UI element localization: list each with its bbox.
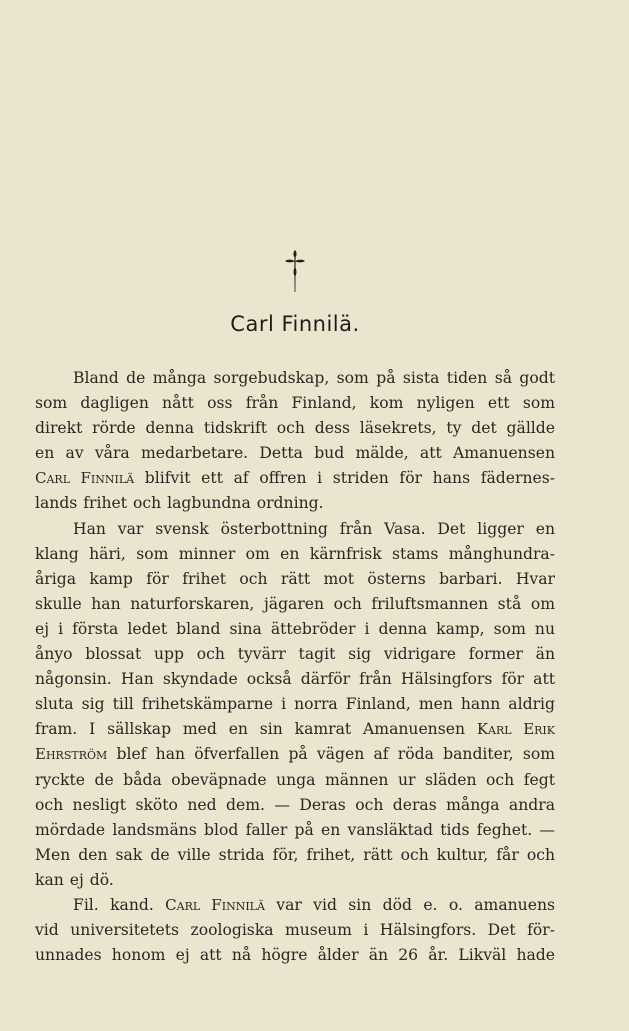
text-line (35, 868, 555, 893)
page-title: Carl Finnilä. (230, 312, 360, 336)
text-segment: ej i första ledet bland sina ättebröder i denna kamp, som nu (35, 619, 555, 638)
text-segment: ånyo blossat upp och tyvärr tagit sig vidrigare former än (35, 645, 555, 664)
text-segment: Men den sak de ville strida för, frihet, rätt och kultur, får och (35, 845, 555, 864)
body-text (35, 366, 555, 968)
text-segment: lands frihet och lagbundna ordning. (35, 494, 324, 513)
text-line (35, 366, 555, 391)
text-segment: unnades honom ej att nå högre ålder än 26 år. Likväl hade (35, 946, 555, 965)
text-segment: klang häri, som minner om en kärnfrisk stams månghundra- (35, 544, 555, 563)
text-line (35, 742, 555, 767)
text-line (35, 441, 555, 466)
text-line (35, 491, 555, 516)
text-segment: kan ej dö. (35, 870, 114, 889)
text-segment: blef han öfverfallen på vägen af röda banditer, som (107, 745, 555, 764)
text-segment: fram. I sällskap med en sin kamrat Amanuensen (35, 720, 477, 739)
text-line (35, 567, 555, 592)
text-segment: ryckte de båda obeväpnade unga männen ur släden och fegt (35, 770, 555, 789)
text-line (35, 592, 555, 617)
text-segment: sluta sig till frihetskämparne i norra Finland, men hann aldrig (35, 695, 555, 714)
text-line (35, 793, 555, 818)
text-segment: åriga kamp för frihet och rätt mot österns barbari. Hvar (35, 569, 555, 588)
text-segment: skulle han naturforskaren, jägaren och friluftsmannen stå om (35, 594, 555, 613)
name-smallcaps: Carl Finnilä (35, 469, 135, 488)
text-line (35, 391, 555, 416)
text-line (35, 843, 555, 868)
text-line (35, 542, 555, 567)
name-smallcaps: Ehrström (35, 745, 108, 764)
name-smallcaps: Karl Erik (476, 720, 555, 739)
text-segment: som dagligen nått oss från Finland, kom nyligen ett som (35, 394, 555, 413)
text-segment: blifvit ett af offren i striden för hans fädernes- (134, 469, 556, 488)
text-segment: någonsin. Han skyndade också därför från Hälsingfors för att (35, 670, 555, 689)
text-line (35, 768, 555, 793)
text-segment: direkt rörde denna tidskrift och dess läsekrets, ty det gällde (35, 419, 555, 438)
text-line (35, 416, 555, 441)
text-line (35, 692, 555, 717)
text-segment: Han var svensk österbottning från Vasa. Det ligger en (73, 519, 555, 538)
text-segment: mördade landsmäns blod faller på en vansläktad tids feghet. — (35, 820, 555, 839)
text-line (35, 517, 555, 542)
text-line (35, 918, 555, 943)
text-line (35, 717, 555, 742)
text-line (35, 642, 555, 667)
text-line (35, 617, 555, 642)
cross-icon (283, 248, 307, 294)
text-line (35, 943, 555, 968)
text-segment: och nesligt sköto ned dem. — Deras och deras många andra (35, 795, 555, 814)
text-line (35, 893, 555, 918)
text-segment: Fil. kand. (73, 895, 166, 914)
text-segment: en av våra medarbetare. Detta bud mälde, att Amanuensen (35, 444, 555, 463)
text-segment: Bland de många sorgebudskap, som på sista tiden så godt (73, 369, 555, 387)
text-segment: vid universitetets zoologiska museum i Hälsingfors. Det för- (35, 921, 555, 940)
text-line (35, 466, 555, 491)
text-line (35, 818, 555, 843)
text-line (35, 667, 555, 692)
name-smallcaps: Carl Finnilä (165, 895, 265, 914)
text-segment: var vid sin död e. o. amanuens (264, 895, 555, 914)
